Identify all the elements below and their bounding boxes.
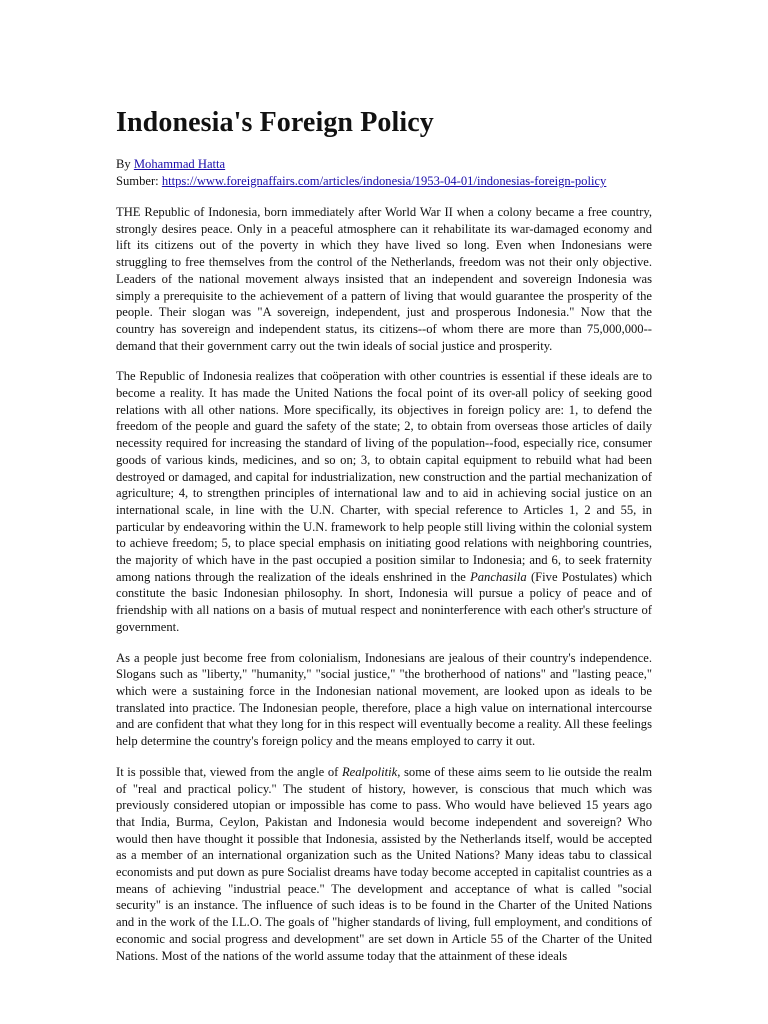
- byline-block: [116, 156, 652, 190]
- source-line: [116, 173, 652, 190]
- page-title: Indonesia's Foreign Policy: [116, 107, 434, 138]
- paragraph-2: [116, 368, 652, 635]
- paragraph-2-text-b: (Five Postulates) which constitute the basic Indonesian philosophy. In short, Indonesia will pursue a policy of peace and of friendship with all nations on a basis of mutual respect and noninterference with each other's structure of government.: [116, 569, 652, 634]
- paragraph-4: [116, 764, 652, 964]
- paragraph-4-emphasis: Realpolitik: [341, 764, 398, 779]
- source-link[interactable]: https://www.foreignaffairs.com/articles/indonesia/1953-04-01/indonesias-foreign-policy: [161, 174, 607, 188]
- paragraph-1: THE Republic of Indonesia, born immediately after World War II when a colony became a free country, strongly desires peace. Only in a peaceful atmosphere can it rehabilitate its war-damaged economy and lift its citizens out of the poverty in which they have lived so long. Even when Indonesians were struggling to free themselves from the control of the Netherlands, freedom was not their only objective. Leaders of the national movement always insisted that an independent and sovereign Indonesia was simply a prerequisite to the achievement of a pattern of living that would guarantee the prosperity of the people. Their slogan was "A sovereign, independent, just and prosperous Indonesia." Now that the country has sovereign and independent status, its citizens--of whom there are more than 75,000,000--demand that their government carry out the twin ideals of social justice and prosperity.: [116, 205, 652, 353]
- paragraph-4-text-a: It is possible that, viewed from the angle of: [116, 764, 342, 779]
- author-link[interactable]: Mohammad Hatta: [133, 157, 226, 171]
- source-prefix: Sumber:: [116, 174, 162, 188]
- paragraph-2-emphasis: Panchasila: [470, 569, 527, 584]
- by-prefix: By: [116, 157, 134, 171]
- paragraph-3: As a people just become free from colonialism, Indonesians are jealous of their country's independence. Slogans such as "liberty," "humanity," "social justice," "the brotherhood of nations" and "lasting peace," which were a sustaining force in the Indonesian national movement, are looked upon as ideals to be translated into practice. The Indonesian people, therefore, place a high value on international intercourse and are confident that what they long for in this respect will eventually become a reality. All these feelings help determine the country's foreign policy and the means employed to carry it out.: [116, 650, 652, 749]
- author-line: [116, 156, 652, 173]
- paragraph-2-text-a: The Republic of Indonesia realizes that coöperation with other countries is essential if these ideals are to become a reality. It has made the United Nations the focal point of its over-all policy of seeking good relations with all other nations. More specifically, its objectives in foreign policy are: 1, to defend the freedom of the people and guard the safety of the state; 2, to obtain from overseas those articles of daily necessity required for increasing the standard of living of the population--food, especially rice, consumer goods of various kinds, medicines, and so on; 3, to obtain capital equipment to rebuild what had been destroyed or damaged, and capital for industrialization, new construction and the partial mechanization of agriculture; 4, to strengthen principles of international law and to aid in achieving social justice on an international scale, in line with the U.N. Charter, with special reference to Articles 1, 2 and 55, in particular by endeavoring within the U.N. framework to help people still living within the colonial system to achieve freedom; 5, to place special emphasis on initiating good relations with neighboring countries, the majority of which have in the past occupied a position similar to Indonesia; and 6, to seek fraternity among nations through the realization of the ideals enshrined in the: [116, 369, 652, 584]
- paragraph-4-text-b: , some of these aims seem to lie outside the realm of "real and practical policy." The student of history, however, is conscious that much which was previously considered utopian or impossible has come to pass. Who would have believed 15 years ago that India, Burma, Ceylon, Pakistan and Indonesia would become independent and sovereign? Who would then have thought it possible that Indonesia, assisted by the Netherlands itself, would be accepted as a member of an international organization such as the United Nations? Many ideas tabu to classical economists and put down as pure Socialist dreams have today become accepted in capitalist countries as a means of achieving "industrial peace." The development and acceptance of what is called "social security" is an instance. The influence of such ideas is to be found in the Charter of the United Nations and in the work of the I.L.O. The goals of "higher standards of living, full employment, and conditions of economic and social progress and development" are set down in Article 55 of the Charter of the United Nations. Most of the nations of the world assume today that the attainment of these ideals: [116, 764, 652, 963]
